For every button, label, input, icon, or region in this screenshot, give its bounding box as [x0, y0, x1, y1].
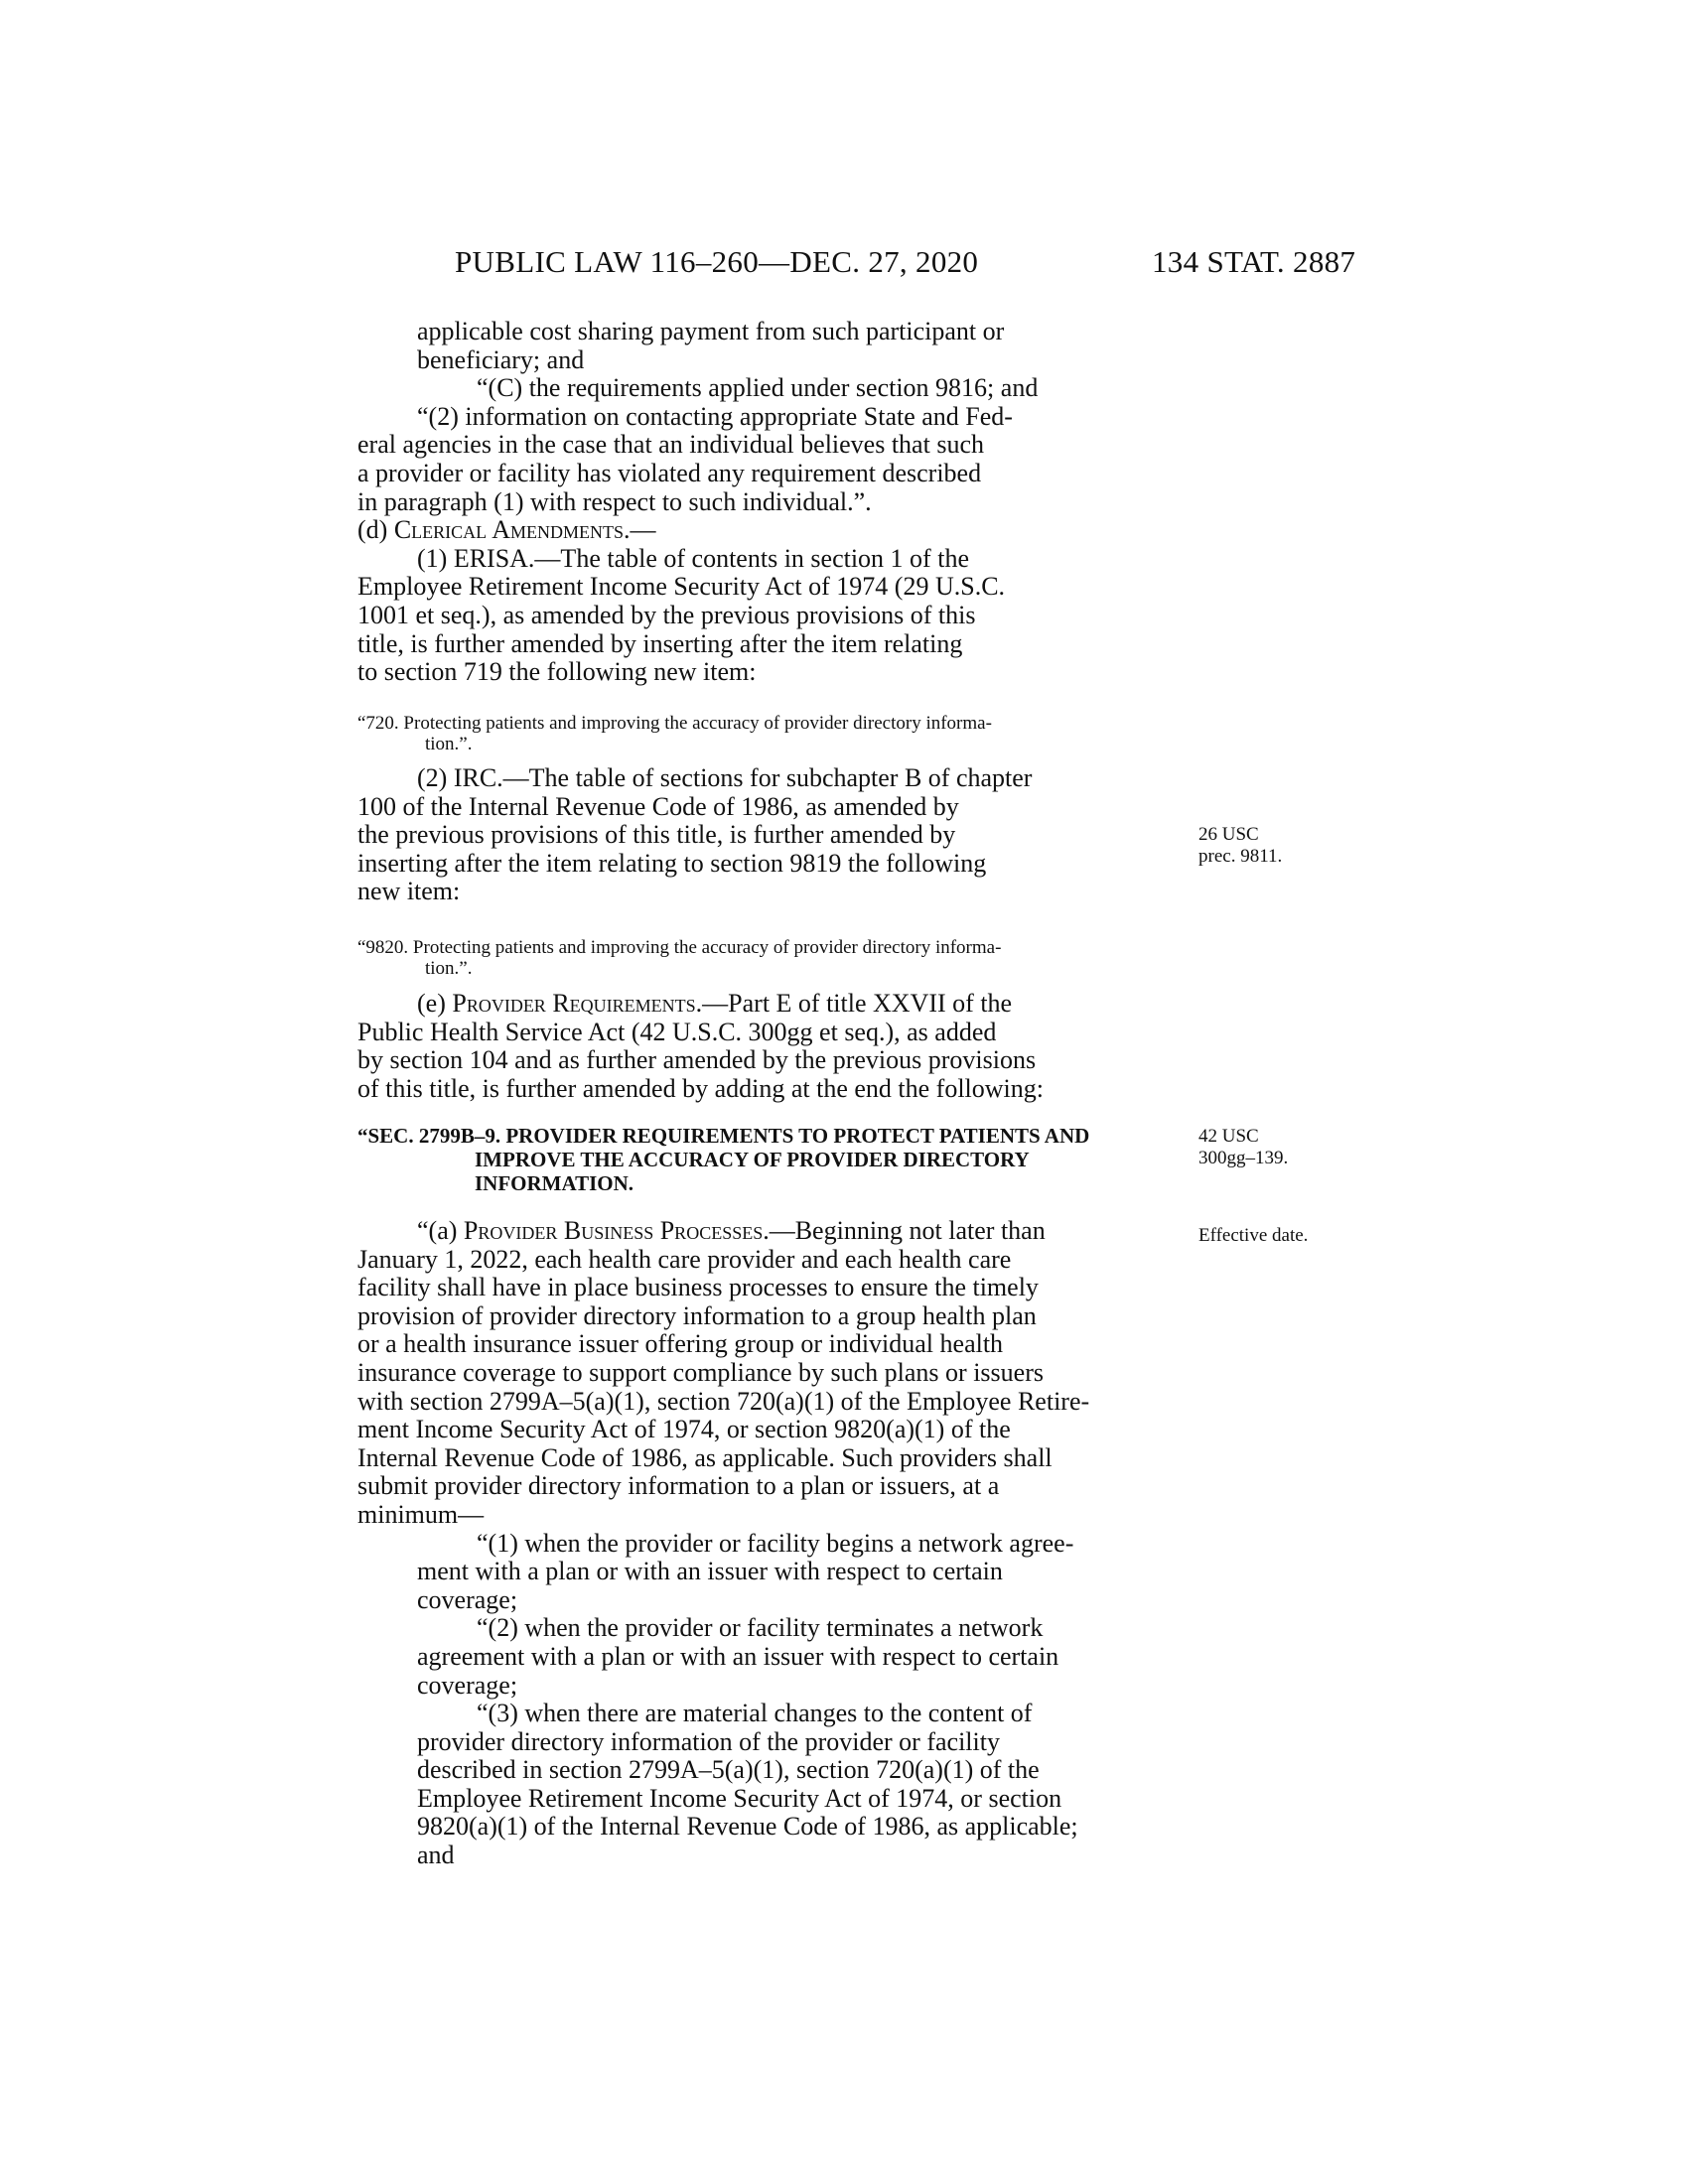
section-heading [357, 1124, 1177, 1195]
margin-line: 42 USC [1198, 1126, 1259, 1147]
margin-line: 26 USC [1198, 824, 1259, 845]
text-line: Internal Revenue Code of 1986, as applicable. Such providers shall [357, 1442, 1053, 1472]
subsection-title: Provider Business Processes [463, 1216, 764, 1245]
margin-line: Effective date. [1198, 1225, 1309, 1246]
text-line: agreement with a plan or with an issuer with respect to certain [417, 1641, 1059, 1671]
text-line: and [417, 1841, 455, 1870]
text-line: beneficiary; and [417, 344, 585, 374]
margin-note-26-usc [1198, 824, 1282, 868]
text-line: ment Income Security Act of 1974, or section 9820(a)(1) of the [357, 1415, 1011, 1444]
text-line: in paragraph (1) with respect to such individual.”. [357, 486, 872, 516]
text-line: “(3) when there are material changes to the content of [477, 1699, 1033, 1728]
toc-item-720 [357, 713, 1177, 754]
text-line: facility shall have in place business processes to ensure the timely [357, 1273, 1039, 1302]
text-line: (1) ERISA.—The table of contents in section 1 of the [417, 543, 969, 573]
subsection-dash: .— [624, 515, 656, 545]
text-line: applicable cost sharing payment from such participant or [417, 317, 1005, 345]
text-line: 9820(a)(1) of the Internal Revenue Code of 1986, as applicable; [417, 1812, 1078, 1842]
text-line: Employee Retirement Income Security Act of 1974, or section [417, 1783, 1062, 1813]
irc-paragraph [357, 764, 1177, 906]
toc-line: “720. Protecting patients and improving the accuracy of provider directory informa- [357, 713, 992, 734]
section-heading-line: IMPROVE THE ACCURACY OF PROVIDER DIRECTORY [475, 1148, 1030, 1171]
text-line: to section 719 the following new item: [357, 657, 757, 687]
margin-note-42-usc [1198, 1126, 1288, 1169]
text-line: submit provider directory information to a plan or issuers, at a [357, 1471, 1000, 1501]
text-line: insurance coverage to support compliance by such plans or issuers [357, 1357, 1044, 1387]
toc-line: tion.”. [425, 734, 473, 754]
text-line: Employee Retirement Income Security Act of 1974 (29 U.S.C. [357, 572, 1006, 602]
continued-paragraph [357, 318, 1177, 687]
text-line: with section 2799A–5(a)(1), section 720(a)(1) of the Employee Retire- [357, 1386, 1090, 1416]
margin-line: prec. 9811. [1198, 846, 1283, 867]
text-line: by section 104 and as further amended by the previous provisions [357, 1045, 1037, 1075]
toc-line: “9820. Protecting patients and improving the accuracy of provider directory informa- [357, 937, 1002, 958]
provider-requirements-paragraph [357, 990, 1177, 1103]
text-line: the previous provisions of this title, is further amended by [357, 820, 956, 850]
text-line: described in section 2799A–5(a)(1), section 720(a)(1) of the [417, 1755, 1040, 1785]
text-line: January 1, 2022, each health care provider and each health care [357, 1244, 1012, 1274]
toc-line: tion.”. [425, 958, 473, 979]
text-line: of this title, is further amended by adding at the end the following: [357, 1073, 1045, 1103]
text-line: “(2) when the provider or facility terminates a network [477, 1613, 1044, 1643]
text-line: provider directory information of the provider or facility [417, 1726, 1000, 1756]
subsection-prefix: (e) [417, 989, 453, 1018]
text-line: coverage; [417, 1670, 518, 1700]
text-line: Public Health Service Act (42 U.S.C. 300gg et seq.), as added [357, 1017, 997, 1046]
text-line: ment with a plan or with an issuer with respect to certain [417, 1557, 1003, 1586]
text-line: new item: [357, 877, 461, 906]
page-number: 134 STAT. 2887 [1152, 244, 1356, 279]
subsection-text: .—Beginning not later than [763, 1216, 1046, 1245]
text-line: title, is further amended by inserting after the item relating [357, 628, 963, 658]
subsection-text: .—Part E of title XXVII of the [695, 989, 1013, 1018]
section-heading-line: “SEC. 2799B–9. PROVIDER REQUIREMENTS TO PROTECT PATIENTS AND [357, 1124, 1090, 1148]
running-header-title: PUBLIC LAW 116–260—DEC. 27, 2020 [455, 244, 979, 279]
section-heading-line: INFORMATION. [475, 1171, 634, 1195]
provider-business-processes [357, 1217, 1177, 1870]
text-line: eral agencies in the case that an individual believes that such [357, 430, 984, 460]
subsection-title: Clerical Amendments [393, 515, 625, 545]
text-line: “(2) information on contacting appropriate State and Fed- [417, 401, 1013, 431]
toc-item-9820 [357, 937, 1177, 979]
subsection-heading [357, 990, 1177, 1019]
text-line: provision of provider directory information to a group health plan [357, 1300, 1037, 1330]
subsection-title: Provider Requirements [452, 989, 696, 1018]
text-line: (2) IRC.—The table of sections for subchapter B of chapter [417, 763, 1033, 792]
subsection-heading [357, 516, 1177, 545]
text-line: or a health insurance issuer offering group or individual health [357, 1329, 1004, 1359]
text-line: inserting after the item relating to section 9819 the following [357, 848, 987, 878]
margin-note-effective-date [1198, 1225, 1308, 1247]
subsection-heading [357, 1217, 1177, 1246]
text-line: 100 of the Internal Revenue Code of 1986, as amended by [357, 791, 959, 821]
subsection-prefix: (d) [357, 515, 394, 545]
text-line: minimum— [357, 1499, 485, 1529]
margin-line: 300gg–139. [1198, 1148, 1289, 1168]
text-line: “(1) when the provider or facility begins a network agree- [477, 1528, 1074, 1558]
text-line: “(C) the requirements applied under section 9816; and [477, 373, 1039, 403]
subsection-prefix: “(a) [417, 1216, 464, 1245]
text-line: 1001 et seq.), as amended by the previous provisions of this [357, 600, 976, 629]
text-line: coverage; [417, 1584, 518, 1614]
text-line: a provider or facility has violated any requirement described [357, 458, 982, 487]
